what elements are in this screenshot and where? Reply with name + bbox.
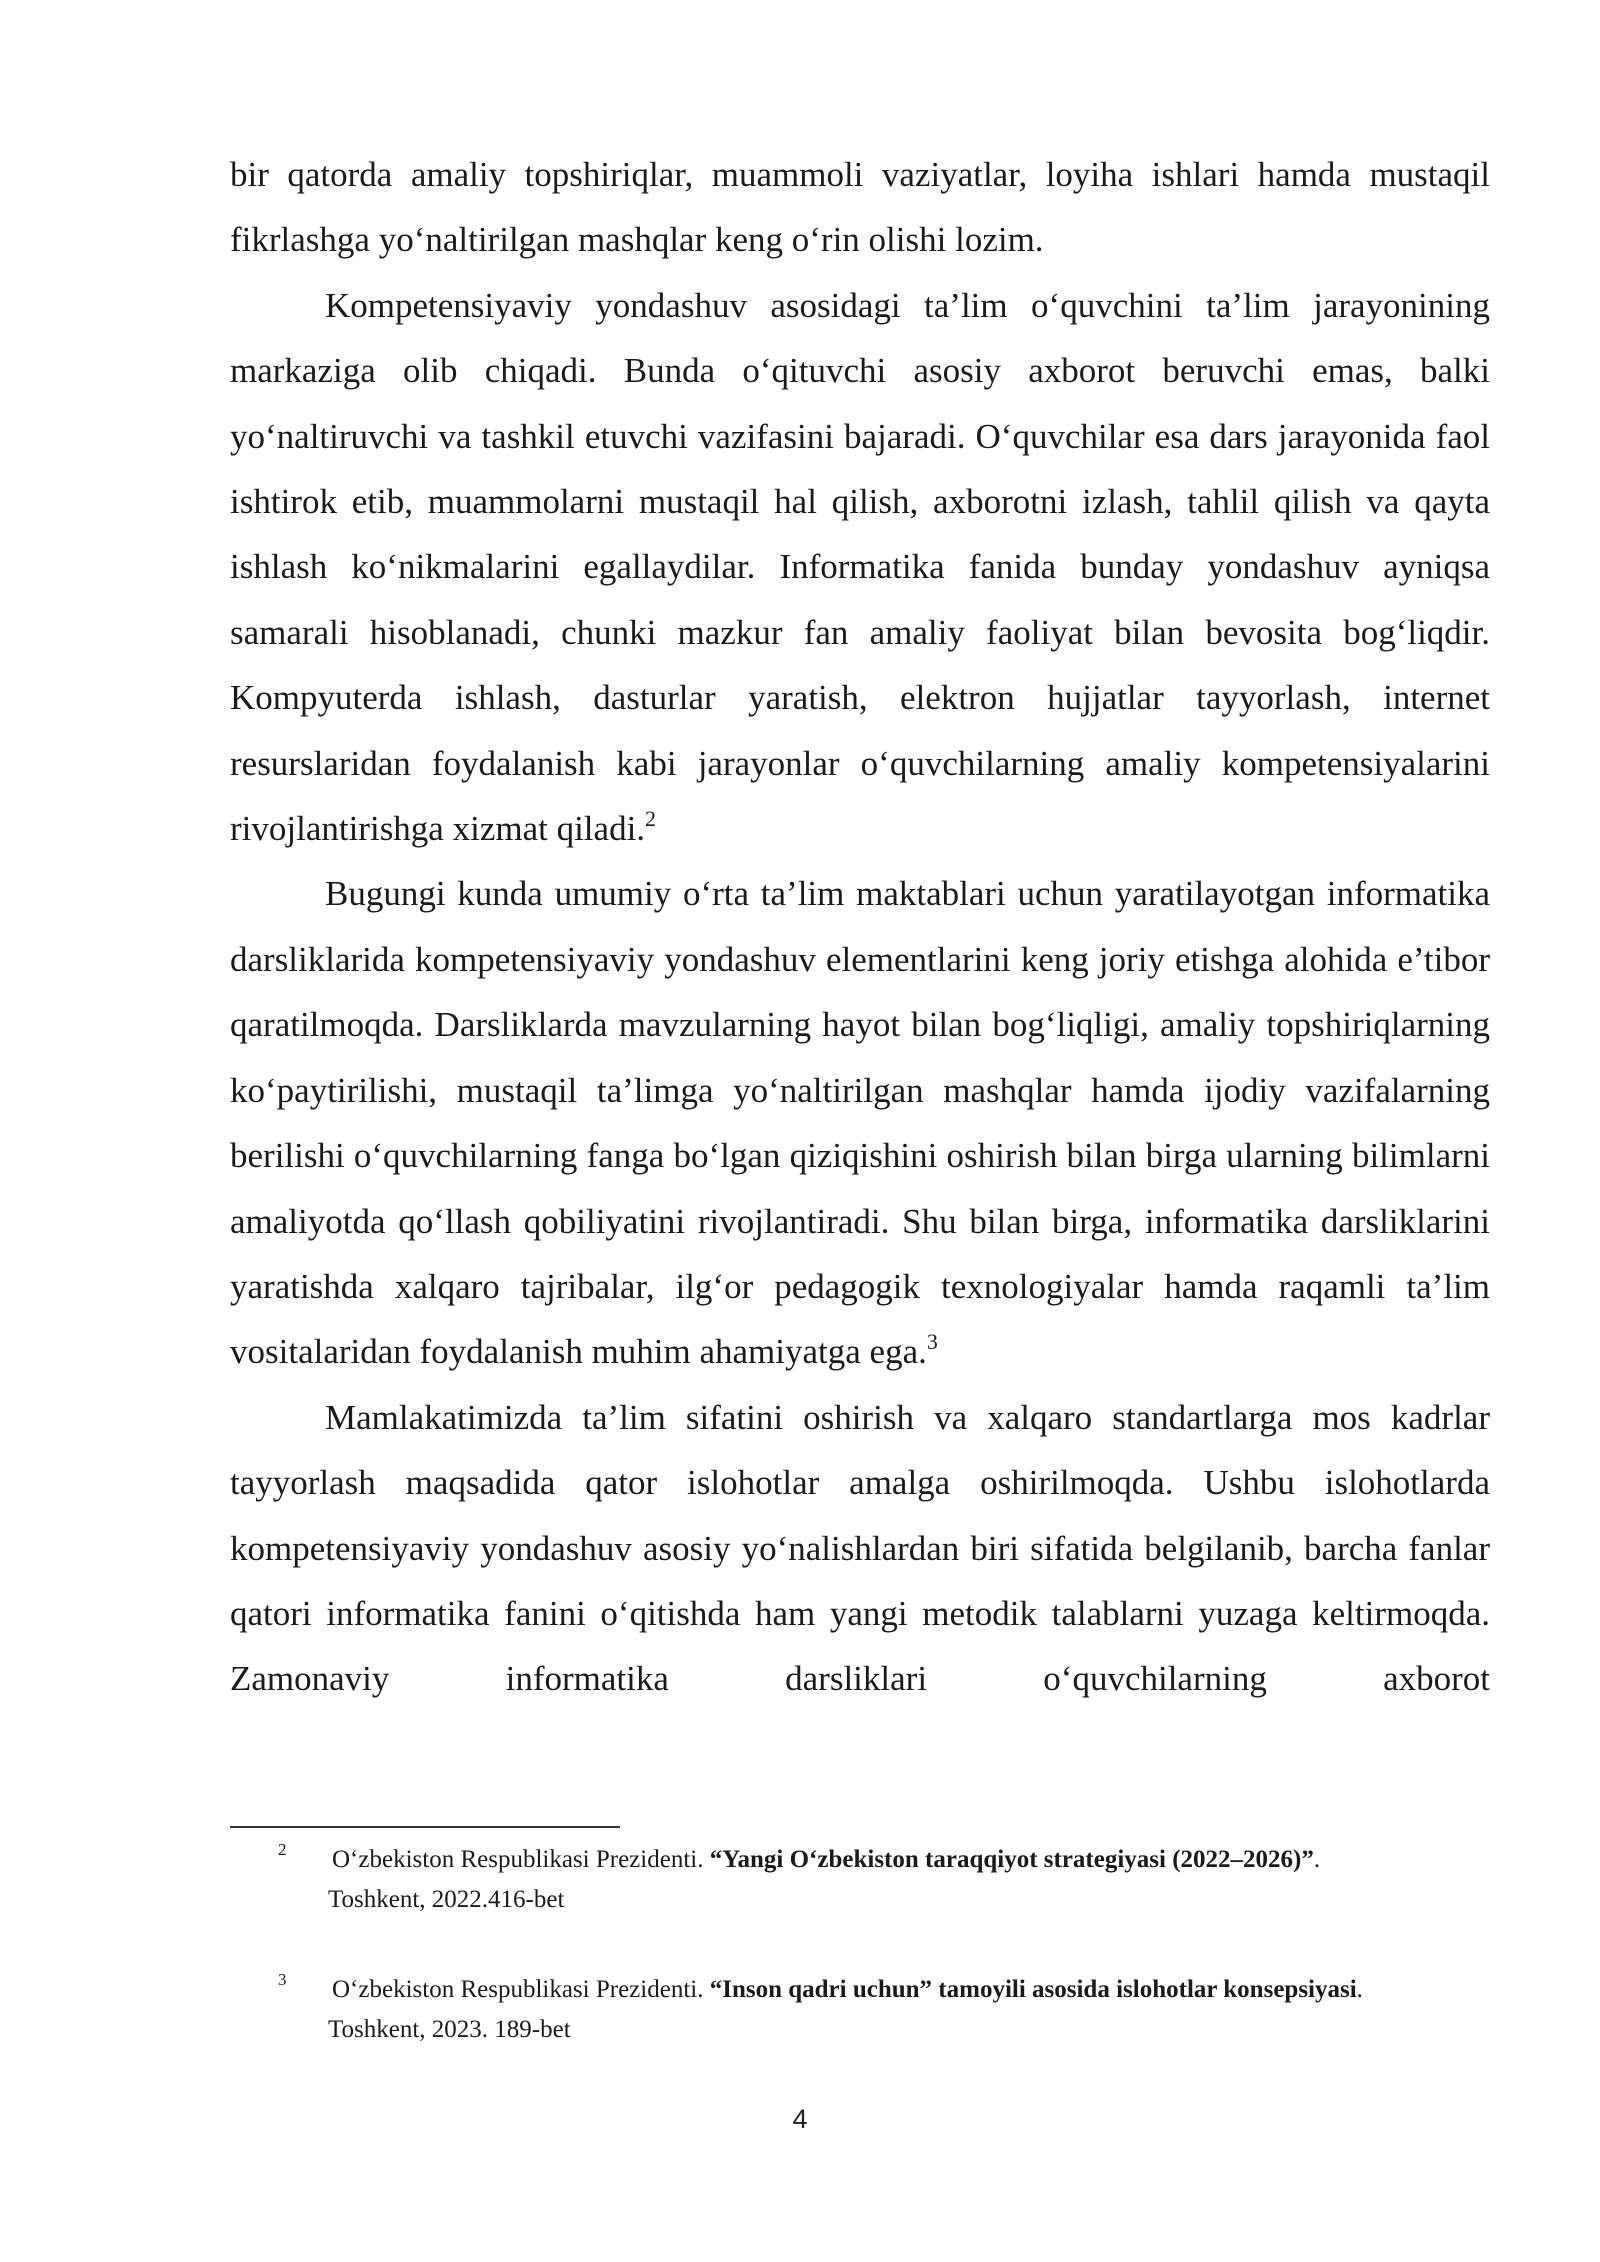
paragraph-text: Mamlakatimizda ta’lim sifatini oshirish va xalqaro standartlarga mos kadrlar tayyorlash maqsadida qator islohotlar amalga oshirilmoqda. Ushbu islohotlarda kompetensiyaviy yondashuv asosiy yo‘nalishlardan biri sifatida belgilanib, barcha fanlar qatori informatika fanini o‘qitishda ham yangi metodik talablarni yuzaga keltirmoqda. Zamonaviy informatika darsliklari o‘quvchilarning axborot: [230, 1397, 1490, 1699]
paragraph-continuation: [230, 142, 1490, 273]
page-number: 4: [792, 2104, 808, 2134]
footnote-mark: 2: [278, 1840, 287, 1859]
paragraph-text: bir qatorda amaliy topshiriqlar, muammoli vaziyatlar, loyiha ishlari hamda mustaqil fikrlashga yo‘naltirilgan mashqlar keng o‘rin olishi lozim.: [230, 155, 1490, 260]
footnote-separator: [230, 1826, 620, 1828]
footnote-title: “Inson qadri uchun” tamoyili asosida islohotlar konsepsiyasi: [709, 1976, 1357, 2003]
footnote-reference[interactable]: 2: [645, 806, 657, 832]
paragraph-competency-approach: [230, 273, 1490, 862]
footnote-title: “Yangi O‘zbekiston taraqqiyot strategiyasi (2022–2026)”: [709, 1846, 1314, 1873]
body-text: [230, 142, 1490, 1712]
footnote-punctuation: .: [1356, 1976, 1363, 2003]
footnote-reference[interactable]: 3: [926, 1329, 938, 1355]
footnote-place: Toshkent, 2023. 189-bet: [328, 2016, 571, 2043]
footnote-mark: 3: [278, 1970, 287, 1989]
footnote-3: [230, 1970, 1490, 2050]
footnote-author: O‘zbekiston Respublikasi Prezidenti.: [332, 1976, 704, 2003]
paragraph-reforms: [230, 1385, 1490, 1712]
footnote-place: Toshkent, 2022.416-bet: [328, 1886, 565, 1913]
footnote-punctuation: .: [1313, 1846, 1321, 1873]
footnote-citation: [332, 1970, 1490, 2010]
paragraph-text: Kompetensiyaviy yondashuv asosidagi ta’lim o‘quvchini ta’lim jarayonining markaziga olib chiqadi. Bunda o‘qituvchi asosiy axborot beruvchi emas, balki yo‘naltiruvchi va tashkil etuvchi vazifasini bajaradi. O‘quvchilar esa dars jarayonida faol ishtirok etib, muammolarni mustaqil hal qilish, axborotni izlash, tahlil qilish va qayta ishlash ko‘nikmalarini egallaydilar. Informatika fanida bunday yondashuv ayniqsa samarali hisoblanadi, chunki mazkur fan amaliy faoliyat bilan bevosita bog‘liqdir. Kompyuterda ishlash, dasturlar yaratish, elektron hujjatlar tayyorlash, internet resurslaridan foydalanish kabi jarayonlar o‘quvchilarning amaliy kompetensiyalarini rivojlantirishga xizmat qiladi.: [230, 285, 1490, 849]
paragraph-textbooks: [230, 861, 1490, 1384]
footnote-author: O‘zbekiston Respublikasi Prezidenti.: [332, 1846, 704, 1873]
footnote-2: [230, 1840, 1490, 1920]
paragraph-text: Bugungi kunda umumiy o‘rta ta’lim maktablari uchun yaratilayotgan informatika darsliklarida kompetensiyaviy yondashuv elementlarini keng joriy etishga alohida e’tibor qaratilmoqda. Darsliklarda mavzularning hayot bilan bog‘liqligi, amaliy topshiriqlarning ko‘paytirilishi, mustaqil ta’limga yo‘naltirilgan mashqlar hamda ijodiy vazifalarning berilishi o‘quvchilarning fanga bo‘lgan qiziqishini oshirish bilan birga ularning bilimlarni amaliyotda qo‘llash qobiliyatini rivojlantiradi. Shu bilan birga, informatika darsliklarini yaratishda xalqaro tajribalar, ilg‘or pedagogik texnologiyalar hamda raqamli ta’lim vositalaridan foydalanish muhim ahamiyatga ega.: [230, 874, 1490, 1372]
footnote-citation: [332, 1840, 1490, 1880]
